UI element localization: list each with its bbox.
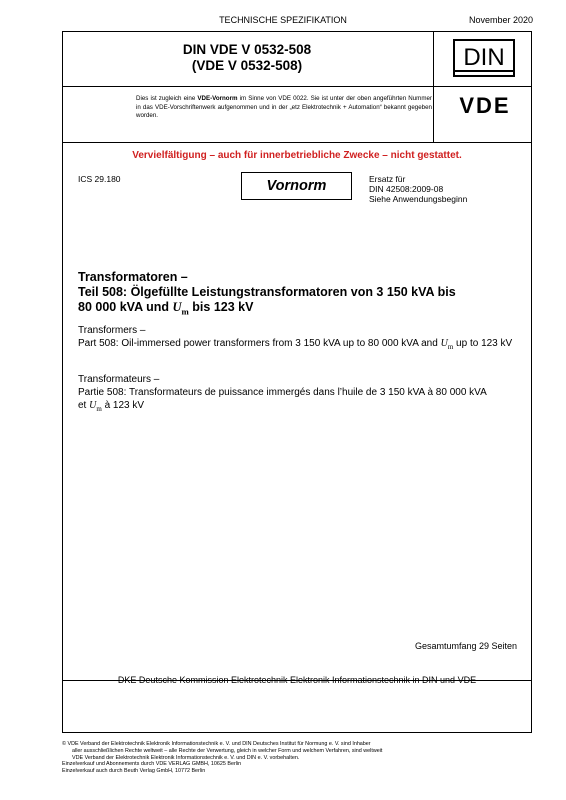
replacement-label: Ersatz für (369, 174, 406, 184)
standard-number-vde-line: (VDE V 0532-508) (191, 58, 303, 73)
din-logo-text: DIN (463, 44, 505, 71)
vde-notice-prefix: Dies ist zugleich eine (136, 95, 198, 102)
title-german-line: Transformatoren – (78, 270, 188, 284)
vde-notice-bold: VDE-Vornorm (197, 95, 238, 102)
vde-notice-suffix: im Sinne von VDE 0022. Sie ist unter der oben angeführten Nummer in das VDE-Vorschriftenwerk aufgenommen und in der „etz Elektrotechnik + Automation“ bekannt gegeben worden. (136, 95, 432, 119)
vde-logo-text: VDE (459, 93, 511, 118)
din-logo-graphic (452, 38, 516, 78)
footer-line: VDE Verband der Elektrotechnik Elektronik Informationstechnik e. V. und DIN e. V. vorbehalten. (72, 754, 300, 761)
footer-line: aller ausschließlichen Rechte weltweit – alle Rechte der Verwertung, gleich in welcher Form und welchem Verfahren, sind weltweit (72, 747, 383, 754)
title-english-line: Part 508: Oil-immersed power transformers from 3 150 kVA up to 80 000 kVA and $U_m$ up to 123 kV (78, 338, 513, 351)
status-badge: Vornorm (241, 172, 352, 200)
din-logo (452, 38, 516, 78)
um-symbol: $U_m$ (172, 300, 189, 317)
title-german-line: Teil 508: Ölgefüllte Leistungstransformatoren von 3 150 kVA bis (78, 285, 456, 299)
copyright-footer (62, 741, 462, 775)
title-german (78, 270, 508, 320)
footer-line: © VDE Verband der Elektrotechnik Elektronik Informationstechnik e. V. und DIN Deutsches Institut für Normung e. V. sind Inhaber (62, 741, 371, 747)
divider (63, 86, 531, 87)
copy-warning: Vervielfältigung – auch für innerbetriebliche Zwecke – nicht gestattet. (132, 150, 462, 161)
divider (63, 142, 531, 143)
vde-logo (445, 92, 525, 118)
divider (433, 32, 434, 142)
footer-line: Einzelverkauf auch durch Beuth Verlag GmbH, 10772 Berlin (62, 768, 206, 775)
publication-date: November 2020 (468, 15, 533, 25)
um-symbol: $U_m$ (89, 400, 102, 413)
title-german-line: 80 000 kVA und $U_m$ bis 123 kV (78, 300, 254, 317)
title-french-line: Transformateurs – (78, 374, 160, 385)
ics-code: ICS 29.180 (78, 174, 121, 184)
replacement-info (369, 174, 467, 204)
replacement-note: Siehe Anwendungsbeginn (369, 194, 468, 204)
title-english-line: Transformers – (78, 325, 146, 336)
replacement-standard: DIN 42508:2009-08 (369, 184, 444, 194)
committee: DKE Deutsche Kommission Elektrotechnik Elektronik Informationstechnik in DIN und VDE (117, 675, 477, 685)
document-type: TECHNISCHE SPEZIFIKATION (219, 15, 347, 25)
vde-logo-graphic (445, 92, 525, 118)
um-symbol: $U_m$ (440, 338, 454, 351)
footer-line: Einzelverkauf und Abonnements durch VDE VERLAG GMBH, 10625 Berlin (62, 761, 242, 768)
total-pages: Gesamtumfang 29 Seiten (414, 641, 517, 651)
title-english (78, 324, 518, 354)
title-french (78, 373, 518, 416)
standard-number-line: DIN VDE V 0532-508 (182, 42, 312, 57)
standard-number (62, 42, 432, 74)
vde-notice (136, 95, 432, 121)
title-french-line: et $U_m$ à 123 kV (78, 400, 145, 413)
title-french-line: Partie 508: Transformateurs de puissance immergés dans l’huile de 3 150 kVA à 80 000 kVA (78, 387, 487, 398)
